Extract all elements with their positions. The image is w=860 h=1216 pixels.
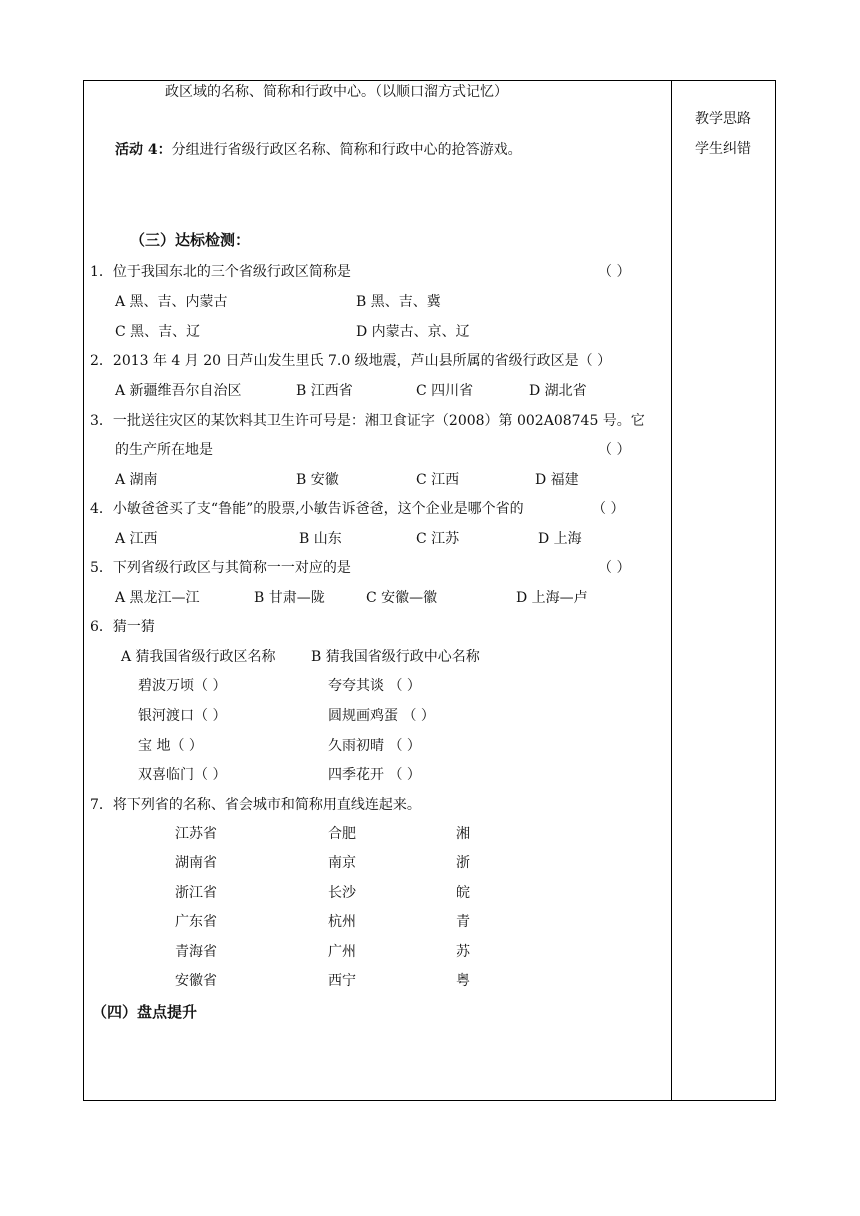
q3-option-a: A 湖南 [115, 472, 158, 488]
abbreviation-3: 皖 [456, 885, 470, 901]
riddle-b-1: 夸夸其谈 （ ） [328, 678, 421, 694]
q3-stem-cont: 的生产所在地是 [115, 442, 213, 458]
activity4 [115, 141, 522, 159]
side-label-correction: 学生纠错 [695, 141, 751, 157]
q1-option-b: B 黑、吉、冀 [356, 294, 441, 310]
province-4: 广东省 [175, 914, 217, 930]
activity4-text: 分组进行省级行政区名称、简称和行政中心的抢答游戏。 [171, 142, 522, 158]
q4-answer-paren: （ ） [592, 501, 625, 517]
q1-option-c: C 黑、吉、辽 [115, 324, 201, 340]
q1-stem: 1．位于我国东北的三个省级行政区简称是 [90, 264, 351, 280]
q5-answer-paren: （ ） [598, 560, 631, 576]
q5-option-b: B 甘肃—陇 [254, 590, 325, 606]
province-6: 安徽省 [175, 973, 217, 989]
abbreviation-4: 青 [456, 914, 470, 930]
riddle-a-4: 双喜临门（ ） [138, 767, 227, 783]
province-3: 浙江省 [175, 885, 217, 901]
q6-stem: 6．猜一猜 [90, 619, 155, 635]
column-divider [671, 80, 672, 1101]
q5-stem: 5．下列省级行政区与其简称一一对应的是 [90, 560, 351, 576]
q1-answer-paren: （ ） [598, 264, 631, 280]
q4-option-c: C 江苏 [416, 531, 460, 547]
q6-column-a-heading: A 猜我国省级行政区名称 [121, 649, 276, 665]
q2-option-a: A 新疆维吾尔自治区 [115, 383, 242, 399]
riddle-b-4: 四季花开 （ ） [328, 767, 421, 783]
province-5: 青海省 [175, 944, 217, 960]
intro-text: 政区域的名称、简称和行政中心。（以顺口溜方式记忆） [165, 84, 508, 100]
q5-option-d: D 上海—卢 [516, 590, 588, 606]
capital-6: 西宁 [328, 973, 356, 989]
q3-answer-paren: （ ） [598, 442, 631, 458]
q4-option-a: A 江西 [115, 531, 158, 547]
province-2: 湖南省 [175, 855, 217, 871]
q2-option-c: C 四川省 [416, 383, 474, 399]
side-label-teaching: 教学思路 [695, 111, 751, 127]
riddle-a-1: 碧波万顷（ ） [138, 678, 227, 694]
q2-option-d: D 湖北省 [529, 383, 587, 399]
q4-stem: 4．小敏爸爸买了支“鲁能”的股票,小敏告诉爸爸，这个企业是哪个省的 [90, 501, 524, 517]
q5-option-c: C 安徽—徽 [366, 590, 438, 606]
capital-1: 合肥 [328, 826, 356, 842]
abbreviation-1: 湘 [456, 826, 470, 842]
q7-stem: 7．将下列省的名称、省会城市和简称用直线连起来。 [90, 797, 421, 813]
q3-option-b: B 安徽 [296, 472, 339, 488]
capital-5: 广州 [328, 944, 356, 960]
q3-stem: 3．一批送往灾区的某饮料其卫生许可号是：湘卫食证字（2008）第 002A08745 号。它 [90, 413, 645, 429]
q5-option-a: A 黑龙江—江 [115, 590, 200, 606]
activity4-label: 活动 4： [115, 142, 172, 158]
q1-option-d: D 内蒙古、京、辽 [356, 324, 470, 340]
riddle-a-2: 银河渡口（ ） [138, 708, 227, 724]
province-1: 江苏省 [175, 826, 217, 842]
riddle-b-3: 久雨初晴 （ ） [328, 738, 421, 754]
riddle-a-3: 宝 地（ ） [138, 738, 203, 754]
riddle-b-2: 圆规画鸡蛋 （ ） [328, 708, 435, 724]
q2-stem: 2．2013 年 4 月 20 日芦山发生里氏 7.0 级地震，芦山县所属的省级行政区是（ ） [90, 353, 612, 369]
abbreviation-5: 苏 [456, 944, 470, 960]
q4-option-d: D 上海 [538, 531, 582, 547]
q2-option-b: B 江西省 [296, 383, 353, 399]
capital-4: 杭州 [328, 914, 356, 930]
section4-heading: （四）盘点提升 [92, 1003, 198, 1021]
q1-option-a: A 黑、吉、内蒙古 [115, 294, 228, 310]
capital-3: 长沙 [328, 885, 356, 901]
abbreviation-6: 粤 [456, 973, 470, 989]
section3-heading: （三）达标检测： [130, 231, 251, 249]
q6-column-b-heading: B 猜我国省级行政中心名称 [311, 649, 480, 665]
q4-option-b: B 山东 [299, 531, 342, 547]
capital-2: 南京 [328, 855, 356, 871]
abbreviation-2: 浙 [456, 855, 470, 871]
q3-option-d: D 福建 [535, 472, 579, 488]
q3-option-c: C 江西 [416, 472, 460, 488]
